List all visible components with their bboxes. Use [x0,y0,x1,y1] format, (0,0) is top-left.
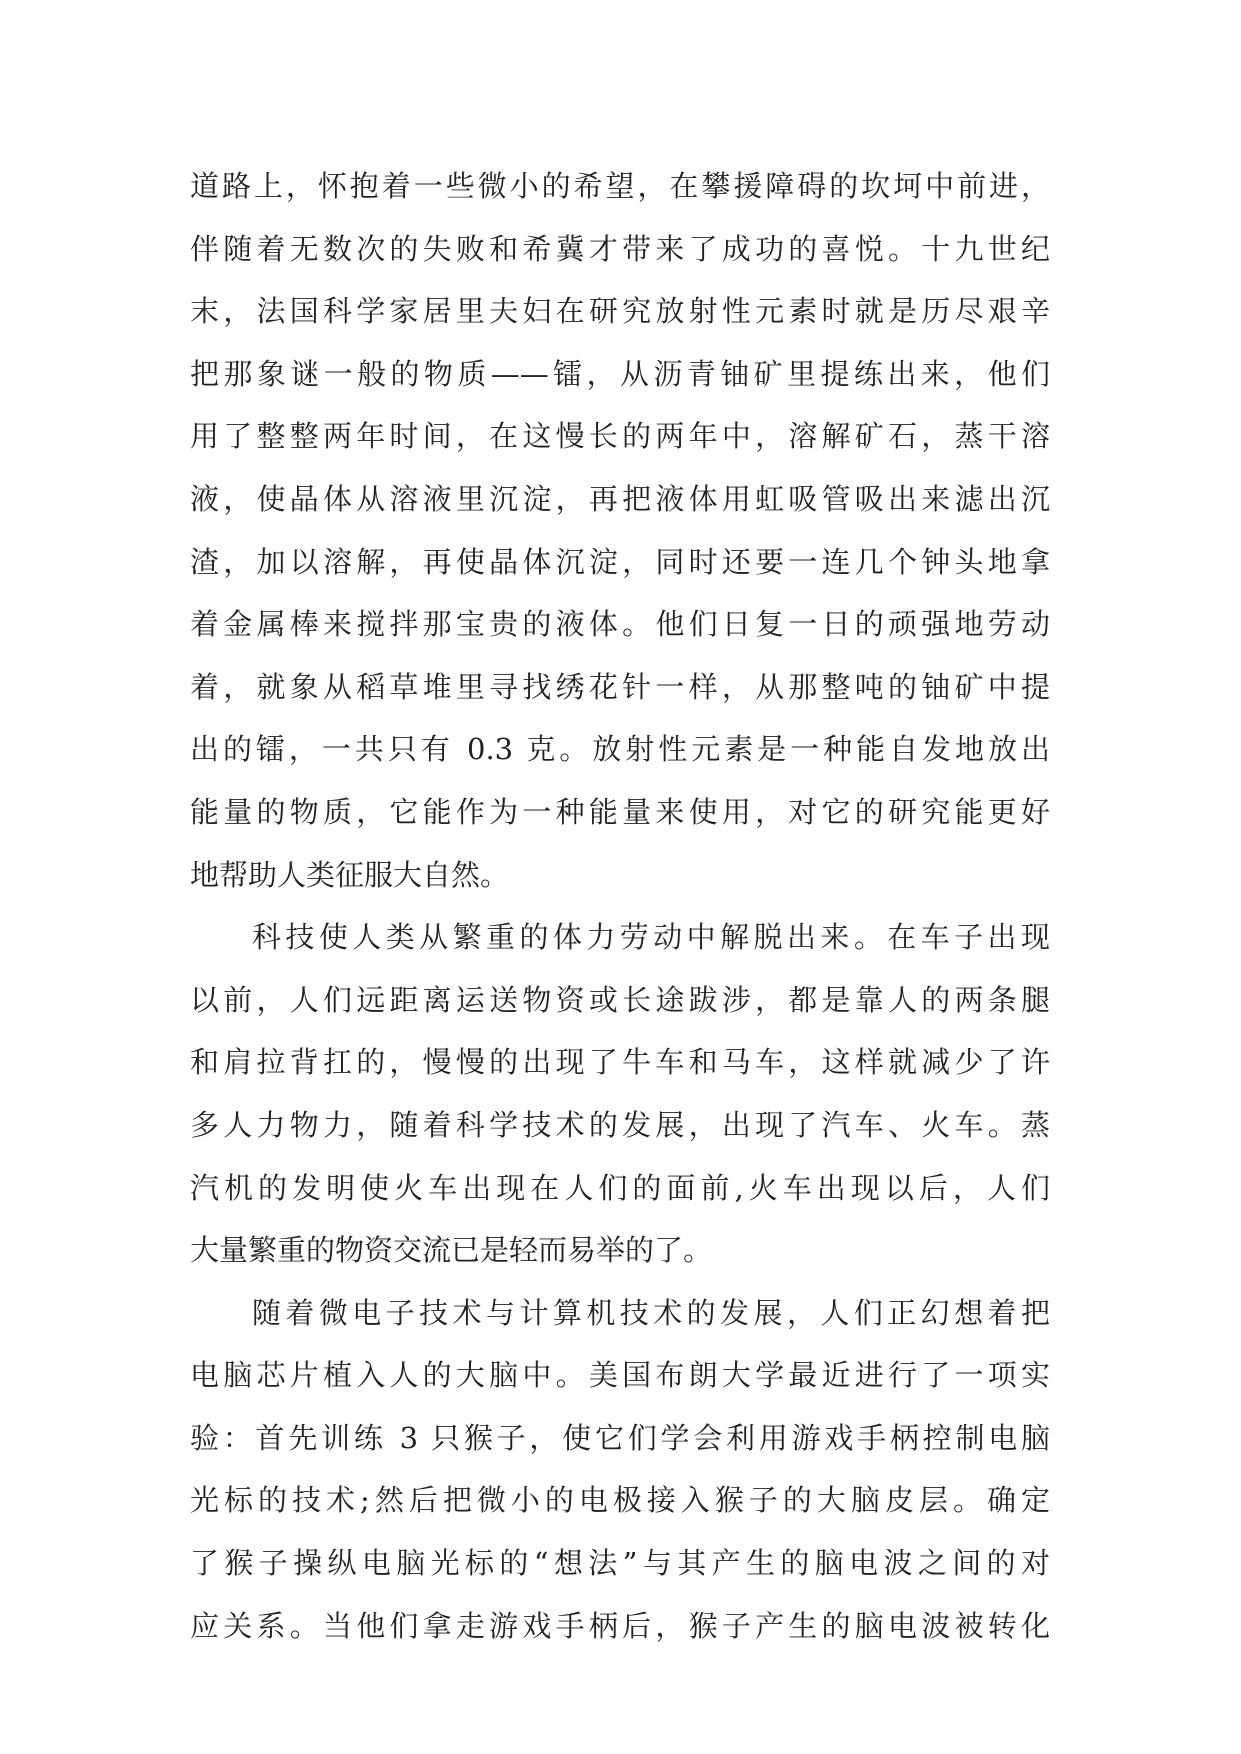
document-body [190,155,1050,1657]
text-line: 着金属棒来搅拌那宝贵的液体。他们日复一日的顽强地劳动 [190,607,1050,642]
text-line: 伴随着无数次的失败和希冀才带来了成功的喜悦。十九世纪 [190,231,1050,266]
text-line: 把那象谜一般的物质——镭，从沥青铀矿里提练出来，他们 [190,356,1050,391]
text-line: 能量的物质，它能作为一种能量来使用，对它的研究能更好 [190,794,1050,829]
text-line: 大量繁重的物资交流已是轻而易举的了。 [190,1233,713,1268]
text-line: 末，法国科学家居里夫妇在研究放射性元素时就是历尽艰辛 [190,294,1050,329]
text-line: 验：首先训练 3 只猴子，使它们学会利用游戏手柄控制电脑 [190,1420,1050,1455]
text-line: 以前，人们远距离运送物资或长途跋涉，都是靠人的两条腿 [190,982,1050,1017]
text-line: 汽机的发明使火车出现在人们的面前,火车出现以后，人们 [190,1170,1050,1205]
text-line: 光标的技术;然后把微小的电极接入猴子的大脑皮层。确定 [190,1483,1050,1518]
text-line: 出的镭，一共只有 0.3 克。放射性元素是一种能自发地放出 [190,732,1050,767]
text-line: 和肩拉背扛的，慢慢的出现了牛车和马车，这样就减少了许 [190,1045,1050,1080]
text-line: 渣，加以溶解，再使晶体沉淀，同时还要一连几个钟头地拿 [190,544,1050,579]
text-line: 科技使人类从繁重的体力劳动中解脱出来。在车子出现 [252,920,1050,955]
text-line: 地帮助人类征服大自然。 [190,857,510,892]
text-line: 用了整整两年时间，在这慢长的两年中，溶解矿石，蒸干溶 [190,419,1050,454]
text-line: 电脑芯片植入人的大脑中。美国布朗大学最近进行了一项实 [190,1358,1050,1393]
text-line: 着，就象从稻草堆里寻找绣花针一样，从那整吨的铀矿中提 [190,669,1050,704]
text-line: 多人力物力，随着科学技术的发展，出现了汽车、火车。蒸 [190,1107,1050,1142]
text-line: 应关系。当他们拿走游戏手柄后，猴子产生的脑电波被转化 [190,1608,1050,1643]
text-line: 随着微电子技术与计算机技术的发展，人们正幻想着把 [252,1295,1050,1330]
text-line: 了猴子操纵电脑光标的“想法”与其产生的脑电波之间的对 [190,1546,1050,1581]
text-line: 道路上，怀抱着一些微小的希望，在攀援障碍的坎坷中前进， [190,169,1050,203]
text-line: 液，使晶体从溶液里沉淀，再把液体用虹吸管吸出来滤出沉 [190,481,1050,516]
